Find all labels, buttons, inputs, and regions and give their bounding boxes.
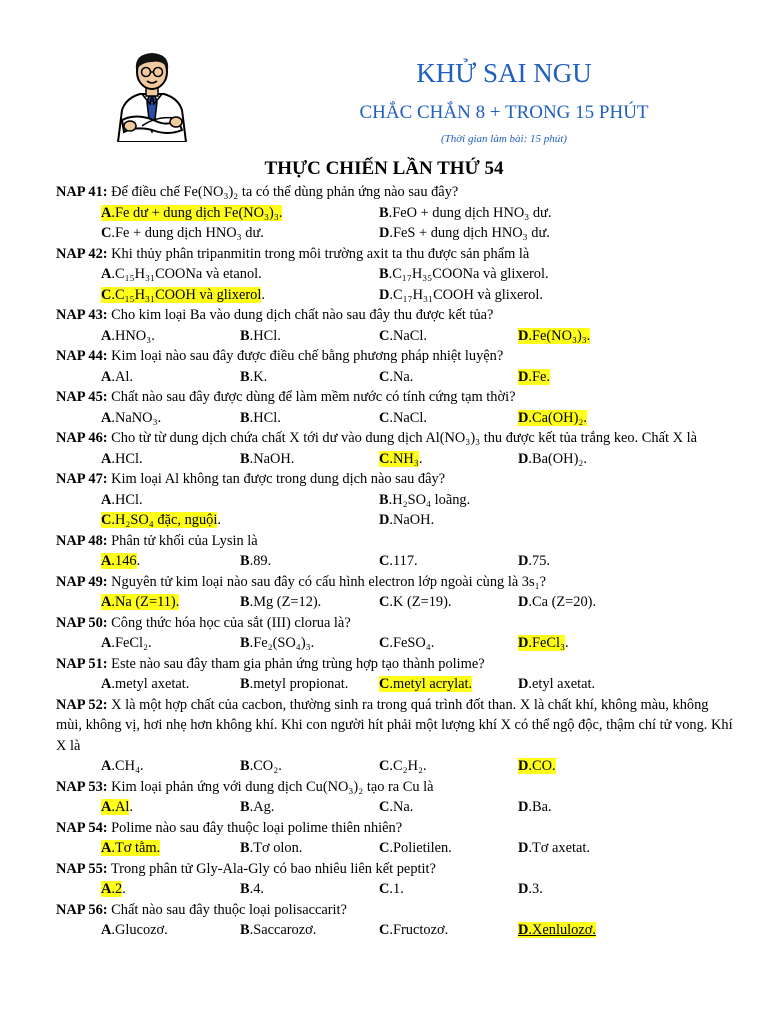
option-d — [518, 920, 657, 941]
option-d: D.FeCl₃. — [518, 635, 569, 651]
question-text: Nguyên tử kim loại nào sau đây có cấu hình electron lớp ngoài cùng là 3s₁? — [107, 573, 546, 590]
question-text: X là một hợp chất của cacbon, thường sinh ra trong quá trình đốt than. X là chất khí, không màu, không mùi, không vị, hơi nhẹ hơn không khí. Khi con người hít phải một lượng khí X có thể ngộ độc, thậm chí tử vong. Khí X là — [56, 696, 733, 754]
option-d — [518, 367, 657, 388]
option-c: C.Na. — [379, 368, 414, 385]
question-label: NAP 42: — [56, 245, 108, 262]
option-row — [56, 449, 736, 470]
question — [56, 818, 736, 839]
option-row — [56, 408, 736, 429]
question-text: Khi thủy phân tripanmitin trong môi trường axit ta thu được sản phẩm là — [107, 245, 530, 262]
option-row — [56, 285, 736, 306]
answer-highlight: D.Fe. — [518, 368, 550, 385]
option-b: B.Tơ olon. — [240, 840, 303, 856]
question-label: NAP 41: — [56, 184, 108, 200]
option-a: A.Glucozơ. — [101, 922, 168, 938]
option-c: C.NaCl. — [379, 327, 427, 344]
option-c: C.C₁₅H₃₁COOH và glixerol. — [101, 286, 265, 303]
option-a: A.HCl. — [101, 491, 143, 508]
question-text: Kim loại phản ứng với dung dịch Cu(NO₃)₂ tạo ra Cu là — [107, 778, 434, 795]
option-b: B.Mg (Z=12). — [240, 594, 322, 610]
option-c — [379, 674, 518, 695]
option-row — [56, 592, 736, 613]
time-note: (Thời gian làm bài: 15 phút) — [441, 133, 567, 145]
option-row — [56, 223, 736, 244]
option-c: C.FeSO₄. — [379, 635, 435, 651]
question — [56, 572, 736, 593]
option-a — [101, 203, 379, 224]
answer-highlight: D.Xenlulozơ. — [518, 922, 596, 938]
answer-highlight: C.metyl acrylat. — [379, 676, 473, 692]
option-row — [56, 633, 736, 654]
option-c: C.Fructozơ. — [379, 922, 449, 938]
option-d — [518, 756, 657, 777]
option-a: A.Al. — [101, 799, 134, 815]
question-label: NAP 50: — [56, 614, 108, 631]
option-row — [56, 490, 736, 511]
option-b: B.Ag. — [240, 799, 275, 815]
question-text: Kim loại Al không tan được trong dung dịch nào sau đây? — [107, 471, 446, 487]
answer-highlight: C.H₂SO₄ đặc, nguội — [101, 512, 218, 528]
option-b: B.CO₂. — [240, 758, 282, 774]
option-b: B.C₁₇H₃₅COONa và glixerol. — [379, 266, 549, 282]
option-b: B.H₂SO₄ loãng. — [379, 491, 471, 508]
question — [56, 777, 736, 798]
question-label: NAP 54: — [56, 819, 108, 836]
option-a: A.CH₄. — [101, 758, 144, 774]
question — [56, 346, 736, 367]
option-c: C.Na. — [379, 799, 414, 815]
option-d: D.C₁₇H₃₁COOH và glixerol. — [379, 286, 543, 303]
answer-highlight: D.CO. — [518, 758, 556, 774]
option-row — [56, 920, 736, 941]
question — [56, 531, 736, 552]
question-text: Polime nào sau đây thuộc loại polime thiên nhiên? — [107, 819, 403, 836]
page-title: KHỬ SAI NGU — [416, 58, 592, 88]
option-b: B.NaOH. — [240, 450, 295, 467]
question — [56, 305, 736, 326]
option-d: D.75. — [518, 553, 550, 569]
question-text: Công thức hóa học của sắt (III) clorua là? — [107, 614, 351, 631]
answer-highlight: A.2 — [101, 881, 123, 897]
option-d: D.Ba. — [518, 799, 552, 815]
option-row — [56, 674, 736, 695]
option-row — [56, 551, 736, 572]
question — [56, 182, 736, 203]
option-d: D.3. — [518, 881, 543, 897]
option-d: D.NaOH. — [379, 512, 435, 528]
option-c: C.NH₃. — [379, 450, 423, 467]
question — [56, 613, 736, 634]
option-c: C.H₂SO₄ đặc, nguội. — [101, 512, 221, 528]
answer-highlight: D.Ca(OH)₂. — [518, 409, 587, 426]
option-row — [56, 367, 736, 388]
question-text: Để điều chế Fe(NO₃)₂ ta có thể dùng phản ứng nào sau đây? — [107, 184, 459, 200]
answer-highlight: C.NH₃ — [379, 450, 419, 467]
option-b: B.Saccarozơ. — [240, 922, 317, 938]
answer-highlight: D.FeCl₃ — [518, 635, 566, 651]
question — [56, 387, 736, 408]
option-a: A.metyl axetat. — [101, 676, 190, 692]
question-label: NAP 52: — [56, 696, 108, 713]
question-label: NAP 47: — [56, 471, 108, 487]
option-a — [101, 838, 240, 859]
question-label: NAP 55: — [56, 860, 108, 877]
option-b: B.4. — [240, 881, 264, 897]
option-d: D.Tơ axetat. — [518, 840, 590, 856]
question-text: Phân tử khối của Lysin là — [107, 532, 258, 549]
option-b: B.metyl propionat. — [240, 676, 349, 692]
option-a: A.NaNO₃. — [101, 409, 162, 426]
question — [56, 244, 736, 265]
question — [56, 695, 736, 757]
option-row — [56, 838, 736, 859]
option-b: B.HCl. — [240, 409, 281, 426]
answer-highlight: A.Fe dư + dung dịch Fe(NO₃)₃. — [101, 204, 283, 221]
question-text: Este nào sau đây tham gia phản ứng trùng hợp tạo thành polime? — [107, 655, 485, 672]
option-d: D.FeS + dung dịch HNO₃ dư. — [379, 225, 550, 241]
option-a — [101, 592, 240, 613]
option-c: C.117. — [379, 553, 418, 569]
question-text: Cho từ từ dung dịch chứa chất X tới dư vào dung dịch Al(NO₃)₃ thu được kết tủa trắng keo. Chất X là — [107, 430, 697, 446]
question-label: NAP 43: — [56, 307, 108, 323]
option-row — [56, 264, 736, 285]
option-c: C.C₂H₂. — [379, 758, 427, 774]
option-a: A.HCl. — [101, 450, 143, 467]
option-c: C.Polietilen. — [379, 840, 452, 856]
question-text: Chất nào sau đây được dùng để làm mềm nước có tính cứng tạm thời? — [107, 389, 516, 405]
option-a: A.146. — [101, 553, 141, 569]
option-b: B.89. — [240, 553, 272, 569]
option-row — [56, 510, 736, 531]
option-row — [56, 756, 736, 777]
answer-highlight: C.C₁₅H₃₁COOH và glixerol — [101, 286, 262, 303]
answer-highlight: D.Fe(NO₃)₃. — [518, 327, 591, 344]
question-label: NAP 49: — [56, 573, 108, 590]
question-label: NAP 44: — [56, 348, 108, 364]
option-a: A.Al. — [101, 368, 133, 385]
option-c: C.NaCl. — [379, 409, 427, 426]
option-row — [56, 203, 736, 224]
question-list — [56, 182, 736, 941]
question-text: Trong phân tử Gly-Ala-Gly có bao nhiêu liên kết peptit? — [107, 860, 436, 877]
question-label: NAP 45: — [56, 389, 108, 405]
option-d: D.Ba(OH)₂. — [518, 450, 587, 467]
option-b: B.K. — [240, 368, 268, 385]
option-d — [518, 408, 657, 429]
option-b: B.Fe₂(SO₄)₃. — [240, 635, 315, 651]
option-d: D.etyl axetat. — [518, 676, 596, 692]
answer-highlight: A.Tơ tằm. — [101, 840, 161, 856]
option-row — [56, 326, 736, 347]
option-d — [518, 326, 657, 347]
option-d: D.Ca (Z=20). — [518, 594, 597, 610]
page-subtitle: CHẮC CHẮN 8 + TRONG 15 PHÚT — [359, 102, 649, 123]
answer-highlight: A.Na (Z=11). — [101, 594, 180, 610]
option-c: C.K (Z=19). — [379, 594, 452, 610]
question-text: Kim loại nào sau đây được điều chế bằng phương pháp nhiệt luyện? — [107, 348, 504, 364]
question-label: NAP 51: — [56, 655, 108, 672]
option-a: A.HNO₃. — [101, 327, 155, 344]
answer-highlight: A.Al — [101, 799, 130, 815]
exam-title: THỰC CHIẾN LẦN THỨ 54 — [264, 158, 504, 179]
option-c: C.1. — [379, 881, 404, 897]
question-label: NAP 46: — [56, 430, 108, 446]
question-label: NAP 56: — [56, 901, 108, 918]
option-b: B.HCl. — [240, 327, 281, 344]
option-b: B.FeO + dung dịch HNO₃ dư. — [379, 204, 552, 221]
option-a: A.2. — [101, 881, 126, 897]
question — [56, 469, 736, 490]
question-text: Cho kim loại Ba vào dung dịch chất nào sau đây thu được kết tủa? — [107, 307, 494, 323]
option-a: A.C₁₅H₃₁COONa và etanol. — [101, 266, 262, 282]
question — [56, 859, 736, 880]
answer-highlight: A.146 — [101, 553, 137, 569]
question-label: NAP 53: — [56, 778, 108, 795]
option-a: A.FeCl₂. — [101, 635, 152, 651]
question-label: NAP 48: — [56, 532, 108, 549]
option-c: C.Fe + dung dịch HNO₃ dư. — [101, 225, 264, 241]
question — [56, 654, 736, 675]
question — [56, 900, 736, 921]
option-row — [56, 879, 736, 900]
question — [56, 428, 736, 449]
option-row — [56, 797, 736, 818]
question-text: Chất nào sau đây thuộc loại polisaccarit? — [107, 901, 347, 918]
student-mascot-illustration — [112, 50, 192, 142]
